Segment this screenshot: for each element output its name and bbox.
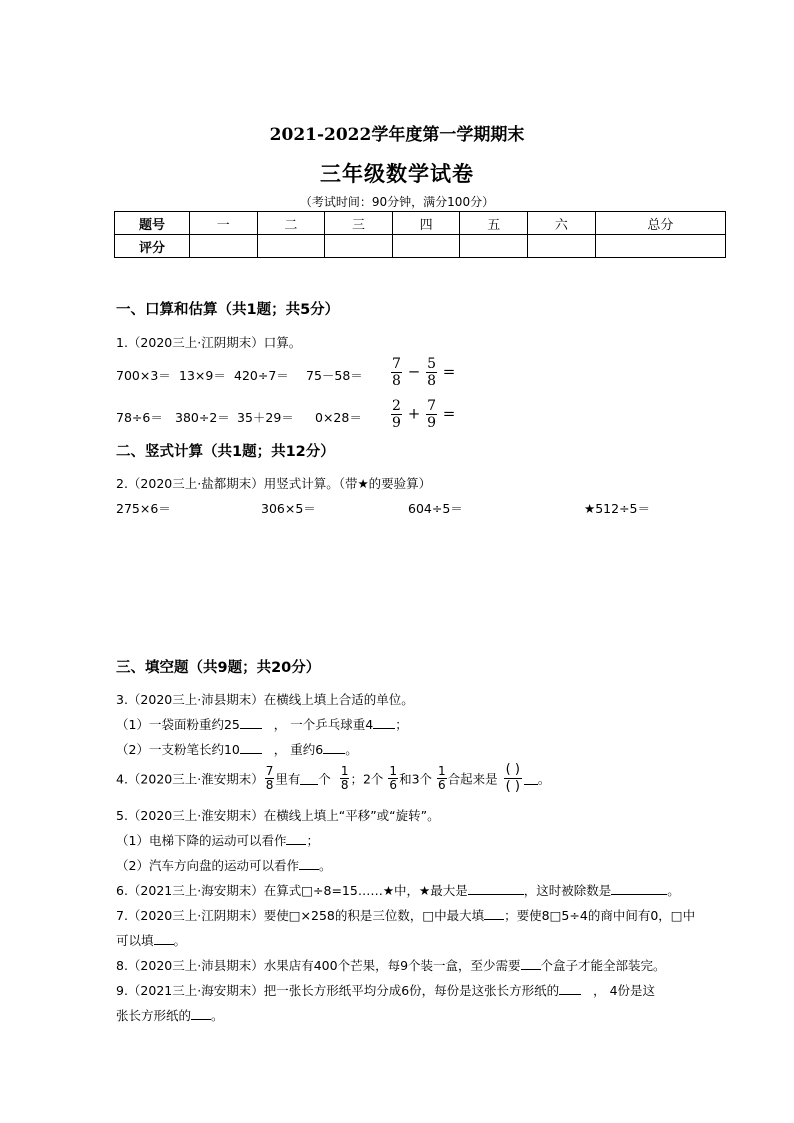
col-3: 三 [325,212,393,235]
score-cell-5[interactable] [460,235,528,258]
q4-answer-fraction[interactable]: ( ) ( ) [505,762,520,794]
score-cell-4[interactable] [392,235,460,258]
q3-part1: （1）一袋面粉重约25 ， 一个乒乓球重4 ； [116,717,408,732]
q2-item-4: ★512÷5＝ [584,501,650,516]
score-cell-3[interactable] [325,235,393,258]
q9-blank-1[interactable] [559,982,581,995]
q9-line2: 张长方形纸的 。 [116,1008,224,1023]
q3-part2: （2）一支粉笔长约10 ， 重约6 。 [116,742,358,757]
q6-blank-1[interactable] [468,882,524,895]
score-table-row-scores [115,235,726,258]
q4-line: 4.（2020三上·淮安期末） $\frac{7}{8}$ 里有 个 $\frac{1}{8}$ ；2个 $\frac{1}{6}$ 和3个 $\frac{1}{6}$ 合起来是 ( ) ( ) 。 [116,762,551,794]
col-2: 二 [257,212,325,235]
q3-stem: 3.（2020三上·沛县期末）在横线上填上合适的单位。 [116,692,414,707]
score-table-row-numbers [115,212,726,235]
q2-stem: 2.（2020三上·盐都期末）用竖式计算。（带★的要验算） [116,476,432,491]
q5-stem: 5.（2020三上·淮安期末）在横线上填上“平移”或“旋转”。 [116,808,440,823]
q9-line1: 9.（2021三上·海安期末）把一张长方形纸平均分成6份，每份是这张长方形纸的 ， 4份是这 [116,983,656,998]
col-1: 一 [190,212,258,235]
q3-1-blank-b[interactable] [373,716,395,729]
score-table [114,211,726,258]
row-head-number: 题号 [115,212,190,235]
col-total: 总分 [595,212,725,235]
q4-blank-1[interactable] [300,772,318,785]
q3-2-blank-b[interactable] [323,741,345,754]
q2-item-2: 306×5＝ [261,501,316,516]
q1-r2-1: 78÷6＝ [116,410,163,425]
score-cell-2[interactable] [257,235,325,258]
score-cell-6[interactable] [528,235,596,258]
q1-r1-4: 75－58＝ [306,368,363,383]
q8-blank[interactable] [521,957,541,970]
q2-item-1: 275×6＝ [116,501,171,516]
q4-blank-2[interactable] [524,772,538,785]
q6-blank-2[interactable] [611,882,667,895]
col-5: 五 [460,212,528,235]
exam-paper-title: 三年级数学试卷 [320,162,474,186]
col-6: 六 [528,212,596,235]
q7-blank-2[interactable] [154,932,174,945]
exam-info: （考试时间：90分钟，满分100分） [299,195,495,209]
q1-r1-2: 13×9＝ [179,368,226,383]
q1-frac-expr-2: $\frac{2}{9}$ + $\frac{7}{9}$ = [392,398,456,431]
q7-blank-1[interactable] [484,907,504,920]
row-head-score: 评分 [115,235,190,258]
q1-r2-3: 35＋29＝ [237,410,294,425]
q9-blank-2[interactable] [191,1007,211,1020]
q1-r2-4: 0×28＝ [315,410,362,425]
col-4: 四 [392,212,460,235]
score-cell-total[interactable] [595,235,725,258]
q1-r1-3: 420÷7＝ [234,368,289,383]
section3-heading: 三、填空题（共9题；共20分） [116,660,321,676]
section2-heading: 二、竖式计算（共1题；共12分） [116,444,335,460]
q7-line2: 可以填 。 [116,933,187,948]
q5-part2: （2）汽车方向盘的运动可以看作 。 [116,858,332,873]
section1-heading: 一、口算和估算（共1题；共5分） [116,302,340,318]
q6-line: 6.（2021三上·海安期末）在算式□÷8=15……★中，★最大是 ，这时被除数是 。 [116,883,680,898]
q1-r1-1: 700×3＝ [116,368,171,383]
q8-line: 8.（2020三上·沛县期末）水果店有400个芒果，每9个装一盒，至少需要 个盒子才能全部装完。 [116,958,666,973]
q7-line1: 7.（2020三上·江阴期末）要使□×258的积是三位数，□中最大填 ；要使8□5÷4的商中间有0，□中 [116,908,696,923]
q1-r2-2: 380÷2＝ [175,410,230,425]
exam-year-title: 2021-2022学年度第一学期期末 [269,125,525,145]
q1-frac-expr-1: $\frac{7}{8}$ − $\frac{5}{8}$ = [392,356,456,389]
q5-part1: （1）电梯下降的运动可以看作 ； [116,833,319,848]
q3-1-blank-a[interactable] [240,716,262,729]
q1-stem: 1.（2020三上·江阴期末）口算。 [116,335,302,350]
q3-2-blank-a[interactable] [240,741,262,754]
score-cell-1[interactable] [190,235,258,258]
q5-2-blank[interactable] [299,857,319,870]
q2-item-3: 604÷5＝ [408,501,463,516]
q5-1-blank[interactable] [286,832,306,845]
